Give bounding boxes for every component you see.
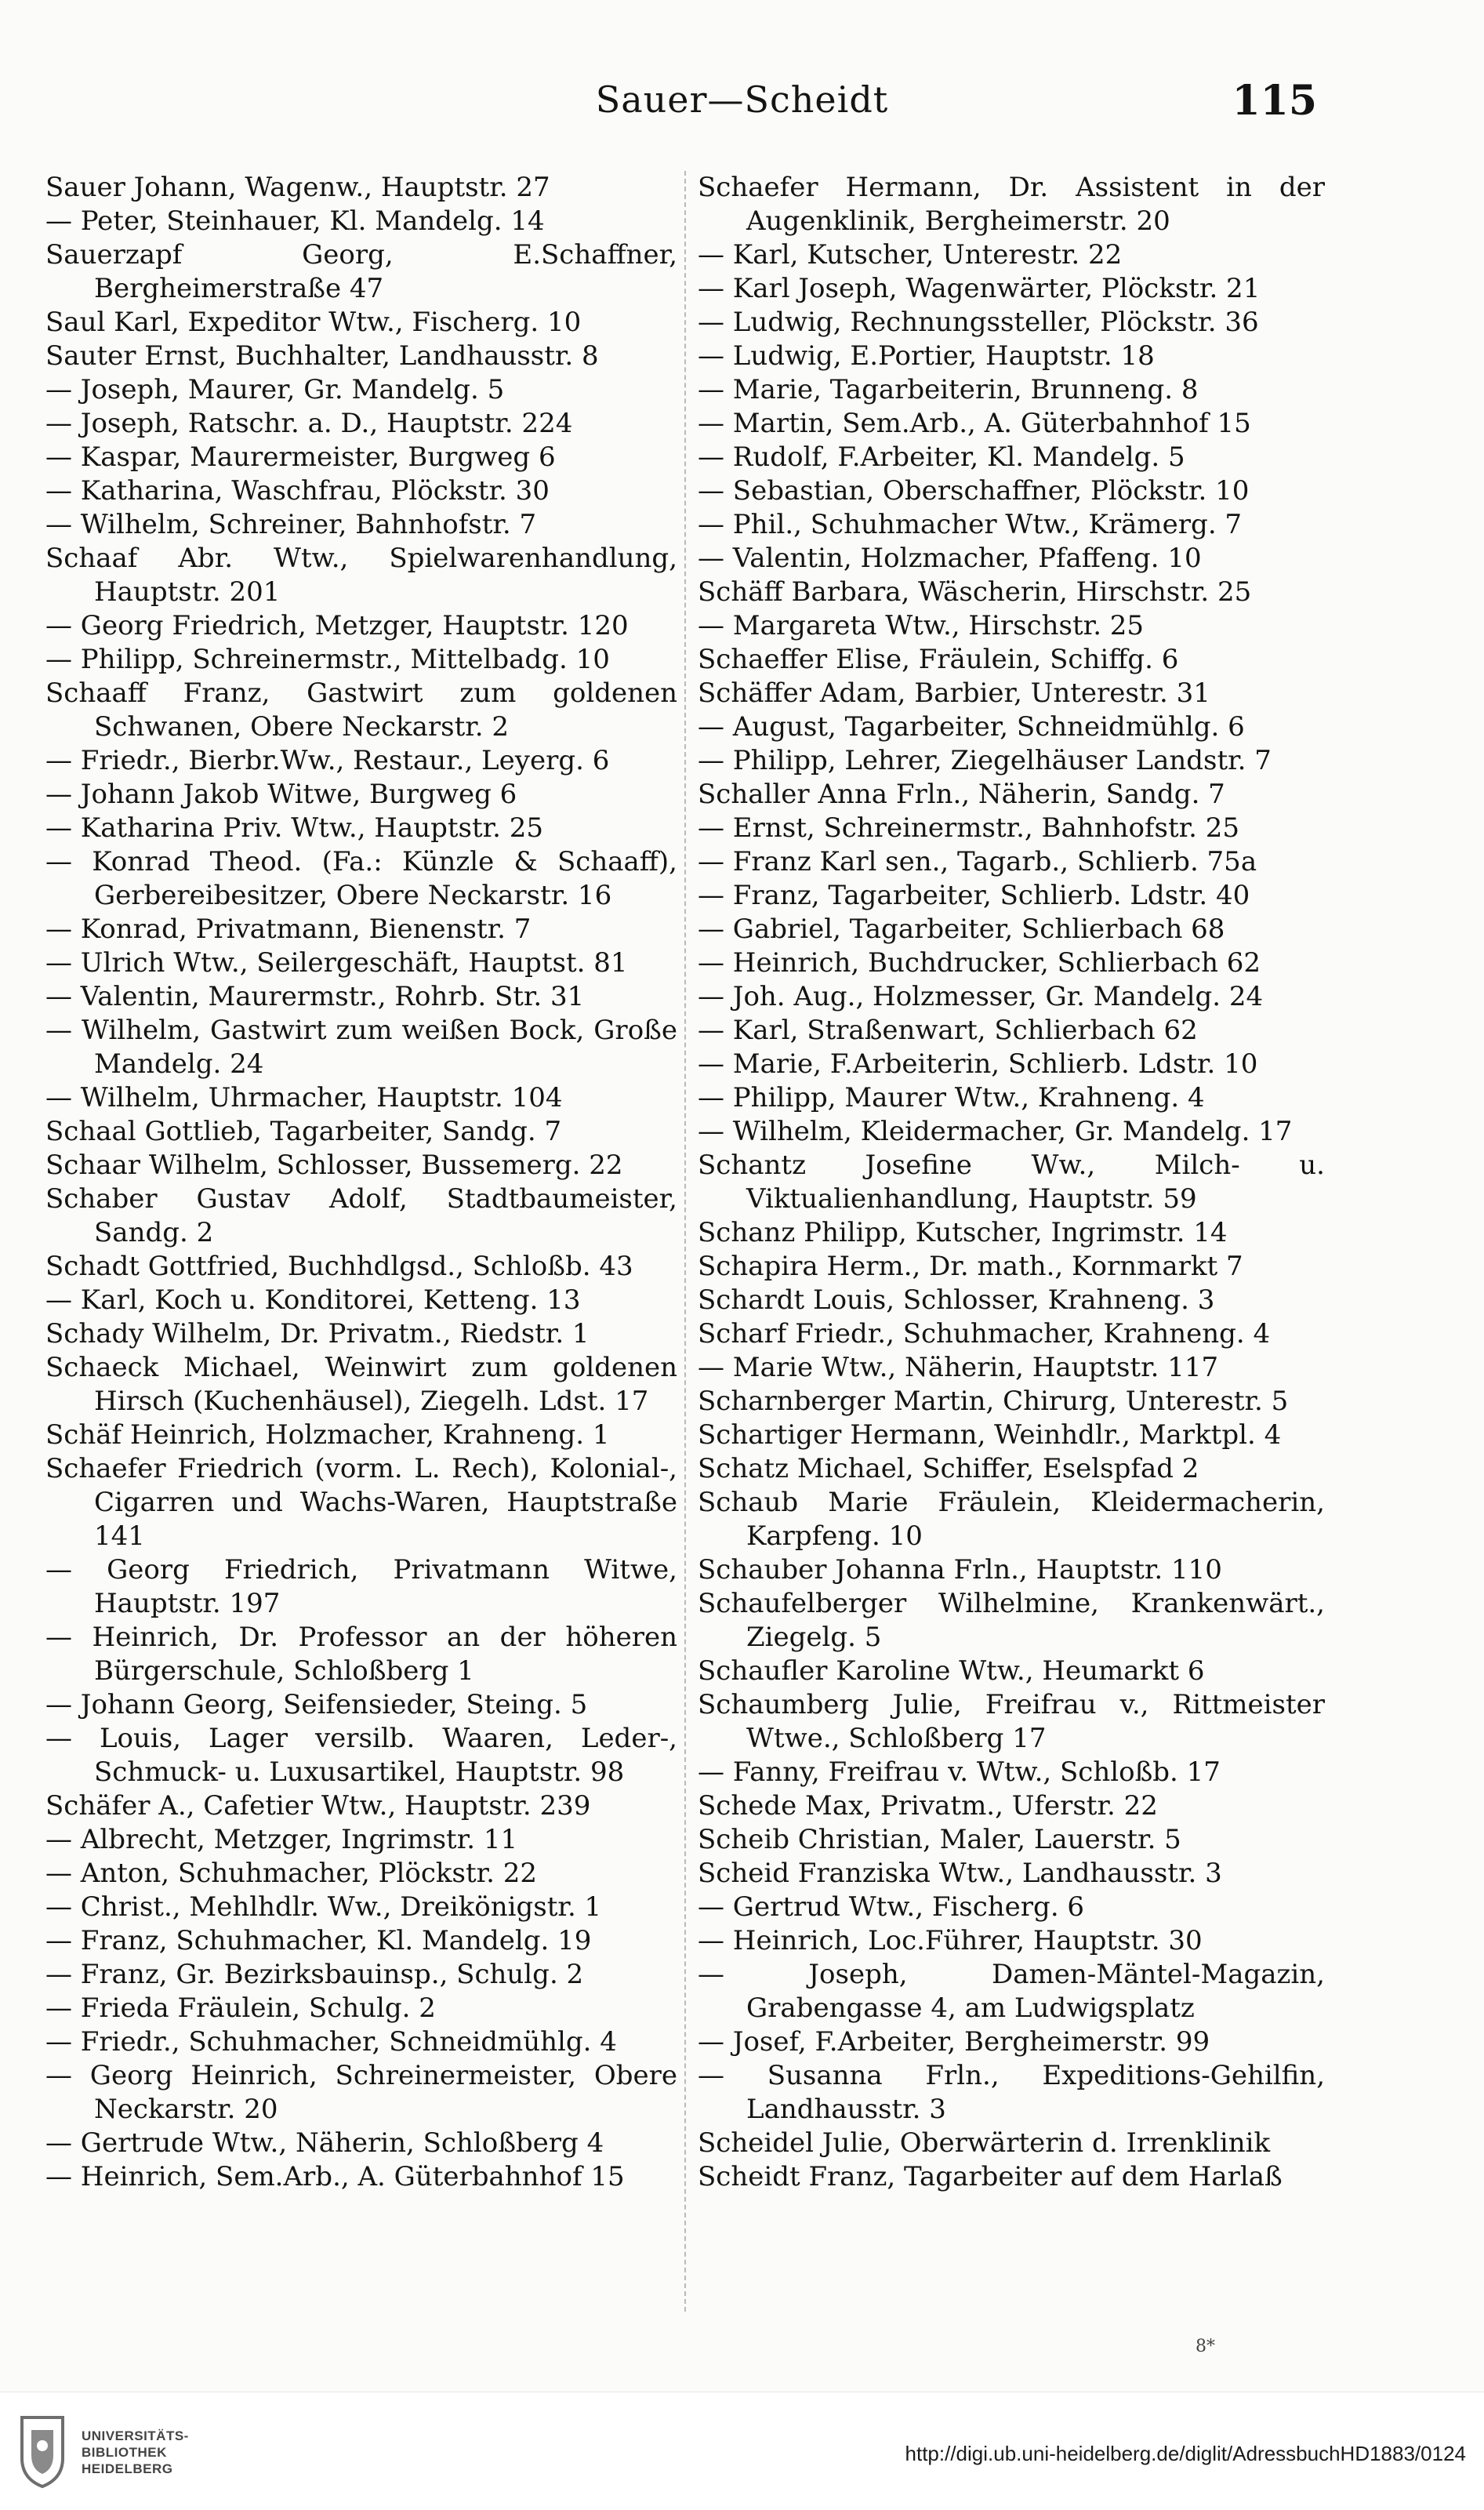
directory-entry: Scheid Franziska Wtw., Landhausstr. 3 (698, 1858, 1222, 1889)
directory-entry: — Phil., Schuhmacher Wtw., Krämerg. 7 (698, 509, 1243, 540)
directory-entry: Schaumberg Julie, Freifrau v., Rittmeister Wtwe., Schloßberg 17 (698, 1689, 1325, 1754)
directory-entry: Schaar Wilhelm, Schlosser, Bussemerg. 22 (45, 1150, 623, 1181)
directory-entry: — Joseph, Damen-Mäntel-Magazin, Grabengasse 4, am Ludwigsplatz (698, 1959, 1325, 2024)
directory-entry: — Gertrude Wtw., Näherin, Schloßberg 4 (45, 2127, 604, 2159)
directory-entry: Schaefer Hermann, Dr. Assistent in der Augenklinik, Bergheimerstr. 20 (698, 172, 1325, 237)
column-divider (684, 171, 686, 2312)
directory-entry: Schaefer Friedrich (vorm. L. Rech), Kolonial-, Cigarren und Wachs-Waren, Hauptstraße 141 (45, 1453, 677, 1552)
directory-entry: Scheib Christian, Maler, Lauerstr. 5 (698, 1824, 1181, 1855)
directory-entry: — Georg Friedrich, Metzger, Hauptstr. 120 (45, 610, 629, 641)
directory-entry: — Peter, Steinhauer, Kl. Mandelg. 14 (45, 205, 545, 237)
directory-entry: — Philipp, Maurer Wtw., Krahneng. 4 (698, 1082, 1205, 1113)
directory-entry: — Franz Karl sen., Tagarb., Schlierb. 75a (698, 846, 1257, 877)
directory-entry: — Marie, Tagarbeiterin, Brunneng. 8 (698, 374, 1199, 405)
signature-mark: 8* (1196, 2337, 1215, 2356)
directory-entry: — Joh. Aug., Holzmesser, Gr. Mandelg. 24 (698, 981, 1264, 1012)
directory-entry: — Philipp, Lehrer, Ziegelhäuser Landstr. 7 (698, 745, 1272, 776)
directory-entry: Schady Wilhelm, Dr. Privatm., Riedstr. 1 (45, 1318, 590, 1349)
directory-entry: — Karl, Koch u. Konditorei, Ketteng. 13 (45, 1284, 581, 1316)
directory-entry: — Frieda Fräulein, Schulg. 2 (45, 1992, 436, 2024)
directory-entry: — August, Tagarbeiter, Schneidmühlg. 6 (698, 711, 1245, 743)
directory-entry: — Heinrich, Sem.Arb., A. Güterbahnhof 15 (45, 2161, 625, 2192)
directory-entry: — Karl, Kutscher, Unterestr. 22 (698, 239, 1123, 271)
directory-entry: — Heinrich, Loc.Führer, Hauptstr. 30 (698, 1925, 1203, 1956)
directory-entry: — Martin, Sem.Arb., A. Güterbahnhof 15 (698, 408, 1251, 439)
directory-entry: — Johann Georg, Seifensieder, Steing. 5 (45, 1689, 588, 1720)
directory-entry: Schaeffer Elise, Fräulein, Schiffg. 6 (698, 644, 1179, 675)
directory-entry: Saul Karl, Expeditor Wtw., Fischerg. 10 (45, 307, 582, 338)
running-header: Sauer—Scheidt (595, 78, 889, 121)
directory-entry: — Sebastian, Oberschaffner, Plöckstr. 10 (698, 475, 1250, 507)
directory-entry: Sauerzapf Georg, E.Schaffner, Bergheimerstraße 47 (45, 239, 677, 304)
directory-entry: Schaufelberger Wilhelmine, Krankenwärt., Ziegelg. 5 (698, 1588, 1325, 1653)
directory-entry: — Fanny, Freifrau v. Wtw., Schloßb. 17 (698, 1756, 1221, 1788)
directory-entry: — Wilhelm, Uhrmacher, Hauptstr. 104 (45, 1082, 563, 1113)
directory-entry: Schaub Marie Fräulein, Kleidermacherin, Karpfeng. 10 (698, 1487, 1325, 1552)
directory-entry: — Marie, F.Arbeiterin, Schlierb. Ldstr. 10 (698, 1048, 1258, 1080)
directory-entry: — Heinrich, Buchdrucker, Schlierbach 62 (698, 947, 1261, 979)
directory-entry: — Konrad, Privatmann, Bienenstr. 7 (45, 914, 532, 945)
directory-entry: Schaller Anna Frln., Näherin, Sandg. 7 (698, 779, 1225, 810)
directory-entry: — Gabriel, Tagarbeiter, Schlierbach 68 (698, 914, 1225, 945)
directory-entry: — Josef, F.Arbeiter, Bergheimerstr. 99 (698, 2026, 1210, 2058)
directory-entry: — Susanna Frln., Expeditions-Gehilfin, Landhausstr. 3 (698, 2060, 1325, 2125)
directory-entry: — Louis, Lager versilb. Waaren, Leder-, Schmuck- u. Luxusartikel, Hauptstr. 98 (45, 1723, 677, 1788)
directory-entry: — Konrad Theod. (Fa.: Künzle & Schaaff), Gerbereibesitzer, Obere Neckarstr. 16 (45, 846, 677, 911)
directory-entry: Schapira Herm., Dr. math., Kornmarkt 7 (698, 1251, 1243, 1282)
library-logo-text (82, 2428, 189, 2477)
directory-entry: — Margareta Wtw., Hirschstr. 25 (698, 610, 1145, 641)
left-column (45, 171, 677, 2335)
directory-entry: — Johann Jakob Witwe, Burgweg 6 (45, 779, 517, 810)
directory-entry: — Ludwig, E.Portier, Hauptstr. 18 (698, 340, 1155, 372)
directory-entry: Schadt Gottfried, Buchhdlgsd., Schloßb. 43 (45, 1251, 633, 1282)
directory-entry: Scharnberger Martin, Chirurg, Unterestr. 5 (698, 1386, 1289, 1417)
directory-entry: Schede Max, Privatm., Uferstr. 22 (698, 1790, 1158, 1822)
directory-entry: — Anton, Schuhmacher, Plöckstr. 22 (45, 1858, 538, 1889)
directory-entry: — Marie Wtw., Näherin, Hauptstr. 117 (698, 1352, 1219, 1383)
directory-entry: — Philipp, Schreinermstr., Mittelbadg. 10 (45, 644, 610, 675)
directory-entry: — Kaspar, Maurermeister, Burgweg 6 (45, 441, 556, 473)
logo-line-1: UNIVERSITÄTS- (82, 2428, 189, 2443)
directory-entry: — Karl, Straßenwart, Schlierbach 62 (698, 1015, 1198, 1046)
directory-entry: Schaber Gustav Adolf, Stadtbaumeister, Sandg. 2 (45, 1183, 677, 1248)
university-seal-icon (14, 2411, 71, 2490)
directory-entry: — Katharina Priv. Wtw., Hauptstr. 25 (45, 812, 544, 844)
directory-entry: Schatz Michael, Schiffer, Eselspfad 2 (698, 1453, 1199, 1484)
directory-entry: — Christ., Mehlhdlr. Ww., Dreikönigstr. 1 (45, 1891, 602, 1923)
directory-entry: Scheidt Franz, Tagarbeiter auf dem Harlaß (698, 2161, 1283, 2192)
directory-entry: — Wilhelm, Schreiner, Bahnhofstr. 7 (45, 509, 537, 540)
logo-line-3: HEIDELBERG (82, 2461, 173, 2476)
directory-entry: — Valentin, Holzmacher, Pfaffeng. 10 (698, 543, 1202, 574)
logo-line-2: BIBLIOTHEK (82, 2445, 167, 2460)
directory-entry: Schartiger Hermann, Weinhdlr., Marktpl. 4 (698, 1419, 1282, 1451)
directory-entry: Schäff Barbara, Wäscherin, Hirschstr. 25 (698, 576, 1252, 608)
directory-entry: Schanz Philipp, Kutscher, Ingrimstr. 14 (698, 1217, 1228, 1248)
directory-entry: Schaal Gottlieb, Tagarbeiter, Sandg. 7 (45, 1116, 562, 1147)
directory-entry: — Ludwig, Rechnungssteller, Plöckstr. 36 (698, 307, 1259, 338)
directory-entry: Schäffer Adam, Barbier, Unterestr. 31 (698, 677, 1210, 709)
directory-entry: — Georg Friedrich, Privatmann Witwe, Hauptstr. 197 (45, 1554, 677, 1619)
directory-entry: — Joseph, Ratschr. a. D., Hauptstr. 224 (45, 408, 573, 439)
directory-entry: Schaufler Karoline Wtw., Heumarkt 6 (698, 1655, 1205, 1687)
source-url-link[interactable]: http://digi.ub.uni-heidelberg.de/diglit/AdressbuchHD1883/0124 (905, 2442, 1466, 2465)
directory-entry: Scheidel Julie, Oberwärterin d. Irrenklinik (698, 2127, 1271, 2159)
directory-entry: — Valentin, Maurermstr., Rohrb. Str. 31 (45, 981, 585, 1012)
directory-entry: Schaaf Abr. Wtw., Spielwarenhandlung, Hauptstr. 201 (45, 543, 677, 608)
directory-entry: — Karl Joseph, Wagenwärter, Plöckstr. 21 (698, 273, 1261, 304)
directory-entry: — Georg Heinrich, Schreinermeister, Obere Neckarstr. 20 (45, 2060, 677, 2125)
directory-entry: — Franz, Gr. Bezirksbauinsp., Schulg. 2 (45, 1959, 584, 1990)
directory-entry: — Friedr., Bierbr.Ww., Restaur., Leyerg. 6 (45, 745, 610, 776)
directory-entry: — Friedr., Schuhmacher, Schneidmühlg. 4 (45, 2026, 617, 2058)
directory-entry: Sauer Johann, Wagenw., Hauptstr. 27 (45, 172, 550, 203)
directory-entry: Scharf Friedr., Schuhmacher, Krahneng. 4 (698, 1318, 1271, 1349)
directory-entry: — Gertrud Wtw., Fischerg. 6 (698, 1891, 1085, 1923)
directory-entry: Schardt Louis, Schlosser, Krahneng. 3 (698, 1284, 1215, 1316)
directory-entry: — Franz, Schuhmacher, Kl. Mandelg. 19 (45, 1925, 592, 1956)
right-column (698, 171, 1325, 2335)
directory-entry: Schantz Josefine Ww., Milch- u. Viktualienhandlung, Hauptstr. 59 (698, 1150, 1325, 1215)
directory-entry: — Franz, Tagarbeiter, Schlierb. Ldstr. 40 (698, 880, 1250, 911)
directory-entry: Sauter Ernst, Buchhalter, Landhausstr. 8 (45, 340, 599, 372)
directory-entry: — Katharina, Waschfrau, Plöckstr. 30 (45, 475, 550, 507)
directory-entry: — Heinrich, Dr. Professor an der höheren Bürgerschule, Schloßberg 1 (45, 1622, 677, 1687)
page-number: 115 (1232, 77, 1317, 125)
directory-entry: — Albrecht, Metzger, Ingrimstr. 11 (45, 1824, 518, 1855)
directory-entry: — Ulrich Wtw., Seilergeschäft, Hauptst. 81 (45, 947, 628, 979)
directory-entry: — Rudolf, F.Arbeiter, Kl. Mandelg. 5 (698, 441, 1185, 473)
directory-entry: Schaeck Michael, Weinwirt zum goldenen Hirsch (Kuchenhäusel), Ziegelh. Ldst. 17 (45, 1352, 677, 1417)
directory-entry: — Wilhelm, Gastwirt zum weißen Bock, Große Mandelg. 24 (45, 1015, 677, 1080)
directory-entry: Schauber Johanna Frln., Hauptstr. 110 (698, 1554, 1222, 1586)
directory-entry: Schäf Heinrich, Holzmacher, Krahneng. 1 (45, 1419, 610, 1451)
directory-entry: — Wilhelm, Kleidermacher, Gr. Mandelg. 17 (698, 1116, 1293, 1147)
directory-entry: Schaaff Franz, Gastwirt zum goldenen Schwanen, Obere Neckarstr. 2 (45, 677, 677, 743)
directory-entry: — Joseph, Maurer, Gr. Mandelg. 5 (45, 374, 505, 405)
directory-entry: Schäfer A., Cafetier Wtw., Hauptstr. 239 (45, 1790, 591, 1822)
directory-entry: — Ernst, Schreinermstr., Bahnhofstr. 25 (698, 812, 1240, 844)
